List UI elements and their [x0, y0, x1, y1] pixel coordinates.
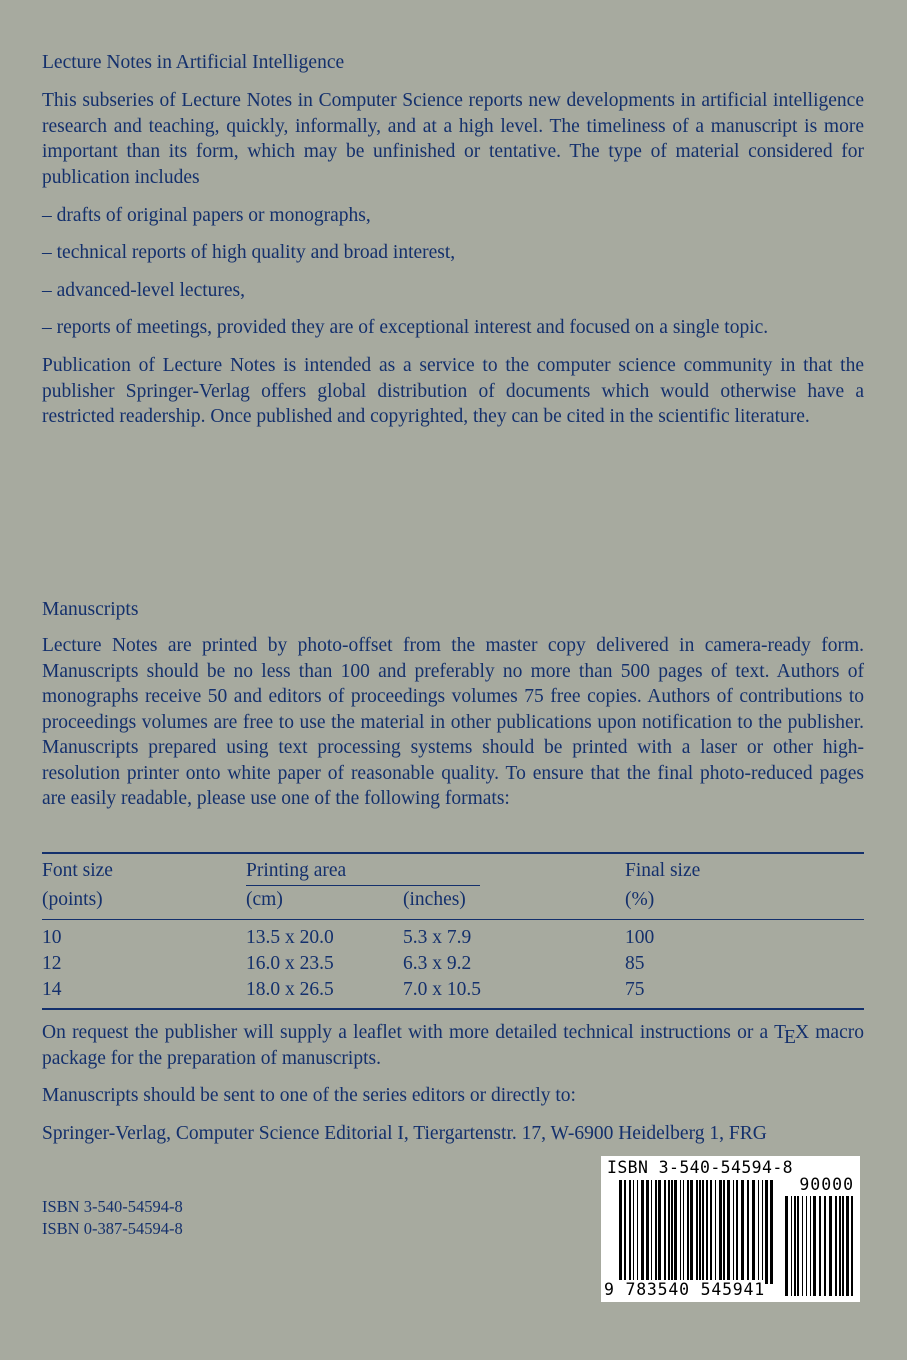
barcode-digits: 9 783540 545941 [604, 1280, 766, 1299]
barcode-bar [851, 1196, 853, 1296]
barcode-bar [715, 1180, 716, 1284]
barcode-bar [658, 1180, 661, 1284]
barcode-bar [706, 1180, 708, 1284]
publisher-address: Springer-Verlag, Computer Science Editorial I, Tiergartenstr. 17, W-6900 Heidelberg 1, FRG [42, 1123, 767, 1144]
barcode-bar [752, 1180, 755, 1284]
barcode-bar [633, 1180, 634, 1284]
tex-e: E [784, 1027, 796, 1048]
tex-logo [774, 1022, 810, 1048]
barcode-bar [794, 1196, 796, 1296]
barcode-bar [719, 1180, 722, 1284]
manuscripts-paragraph: Lecture Notes are printed by photo-offset from the master copy delivered in camera-ready form. Manuscripts should be no less than 100 and preferably no more than 500 pages of text. Authors of monographs receive 50 and editors of proceedings volumes 75 free copies. Authors of contributions to proceedings volumes are free to use the material in other publications upon notification to the publisher. Manuscripts prepared using text processing systems should be printed with a laser or other high-resolution printer onto white paper of reasonable quality. To ensure that the final photo-reduced pages are easily readable, please use one of the following formats: [42, 635, 864, 809]
isbn-line: ISBN 0-387-54594-8 [42, 1219, 183, 1238]
barcode-bar [696, 1180, 698, 1284]
cell-inches: 5.3 x 7.9 [403, 927, 472, 948]
table-header-rule [42, 919, 864, 920]
cell-cm: 13.5 x 20.0 [246, 927, 334, 948]
barcode-bar [829, 1196, 832, 1296]
barcode-bar [806, 1196, 807, 1296]
send-instructions: Manuscripts should be sent to one of the series editors or directly to: [42, 1085, 576, 1106]
barcode-bar [671, 1180, 673, 1284]
barcode-bar [619, 1180, 622, 1284]
barcode-bar [727, 1180, 730, 1284]
barcode-bar [629, 1180, 631, 1284]
barcode-bar [810, 1196, 811, 1296]
barcode-bar [797, 1196, 799, 1296]
barcode-bar [770, 1180, 773, 1284]
barcode-bar [690, 1180, 693, 1284]
intro-paragraph: This subseries of Lecture Notes in Computer Science reports new developments in artificial intelligence research and teaching, quickly, informally, and at a high level. The timeliness of a manuscript is more important than its form, which may be unfinished or tentative. The type of material considered for publication includes [42, 90, 864, 188]
cell-percent: 85 [625, 953, 645, 974]
table-bottom-rule [42, 1008, 864, 1010]
barcode-bar [702, 1180, 704, 1284]
bullet-item: – drafts of original papers or monographs, [42, 205, 371, 226]
barcode-bar [824, 1196, 826, 1296]
barcode-bar [710, 1180, 712, 1284]
barcode-bar [699, 1180, 701, 1284]
request-paragraph [42, 1020, 864, 1071]
barcode-bar [624, 1180, 626, 1284]
cell-cm: 16.0 x 23.5 [246, 953, 334, 974]
barcode-bar [655, 1180, 657, 1284]
barcode-bar [747, 1180, 749, 1284]
barcode-bar [674, 1180, 677, 1284]
barcode-bar [802, 1196, 803, 1296]
barcode-bar [741, 1180, 744, 1284]
barcode-bar [683, 1180, 684, 1284]
table-unit-percent: (%) [625, 889, 655, 910]
tex-x: X [794, 1022, 810, 1043]
manuscripts-heading: Manuscripts [42, 599, 139, 620]
cell-inches: 7.0 x 10.5 [403, 979, 481, 1000]
series-heading: Lecture Notes in Artificial Intelligence [42, 52, 345, 73]
barcode-bar [723, 1180, 725, 1284]
barcode-addon-digits: 90000 [799, 1175, 854, 1194]
cell-percent: 100 [625, 927, 655, 948]
barcode-bar [842, 1196, 844, 1296]
cell-points: 12 [42, 953, 62, 974]
table-unit-points: (points) [42, 889, 103, 910]
barcode-bar [758, 1180, 759, 1284]
barcode-bar [680, 1180, 681, 1284]
printing-area-rule [246, 885, 480, 886]
barcode-bar [651, 1180, 652, 1284]
barcode-bar [733, 1180, 734, 1284]
bullet-item: – advanced-level lectures, [42, 280, 246, 301]
barcode-bar [736, 1180, 738, 1284]
table-top-rule [42, 852, 864, 854]
bullet-item: – technical reports of high quality and broad interest, [42, 242, 456, 263]
publication-paragraph: Publication of Lecture Notes is intended as a service to the computer science community in that the publisher Springer-Verlag offers global distribution of documents which would otherwise have a restricted readership. Once published and copyrighted, they can be cited in the scientific literature. [42, 355, 864, 427]
isbn-barcode [601, 1156, 860, 1302]
barcode-bar [785, 1196, 788, 1296]
barcode-bar [637, 1180, 638, 1284]
request-text-after: macro package for the preparation of manuscripts. [42, 1022, 864, 1069]
table-unit-inches: (inches) [403, 889, 466, 910]
barcode-bar [664, 1180, 666, 1284]
barcode-bar [687, 1180, 689, 1284]
cell-points: 10 [42, 927, 62, 948]
barcode-bar [813, 1196, 816, 1296]
barcode-bar [835, 1196, 837, 1296]
barcode-bar [819, 1196, 821, 1296]
cell-points: 14 [42, 979, 62, 1000]
cell-cm: 18.0 x 26.5 [246, 979, 334, 1000]
barcode-bar [846, 1196, 849, 1296]
isbn-line: ISBN 3-540-54594-8 [42, 1197, 183, 1216]
barcode-bar [839, 1196, 841, 1296]
table-header-printing-area: Printing area [246, 860, 347, 881]
table-header-font-size: Font size [42, 860, 113, 881]
barcode-bar [668, 1180, 670, 1284]
barcode-top-label: ISBN 3-540-54594-8 [607, 1158, 794, 1177]
bullet-item: – reports of meetings, provided they are of exceptional interest and focused on a single topic. [42, 317, 769, 338]
request-text-before: On request the publisher will supply a leaflet with more detailed technical instructions or a [42, 1022, 775, 1043]
barcode-bar [762, 1180, 763, 1284]
table-unit-cm: (cm) [246, 889, 283, 910]
cell-percent: 75 [625, 979, 645, 1000]
table-header-final-size: Final size [625, 860, 701, 881]
barcode-bar [646, 1180, 649, 1284]
barcode-bar [791, 1196, 792, 1296]
barcode-bar [641, 1180, 644, 1284]
cell-inches: 6.3 x 9.2 [403, 953, 472, 974]
tex-t: T [774, 1022, 787, 1043]
barcode-bar [765, 1180, 768, 1284]
